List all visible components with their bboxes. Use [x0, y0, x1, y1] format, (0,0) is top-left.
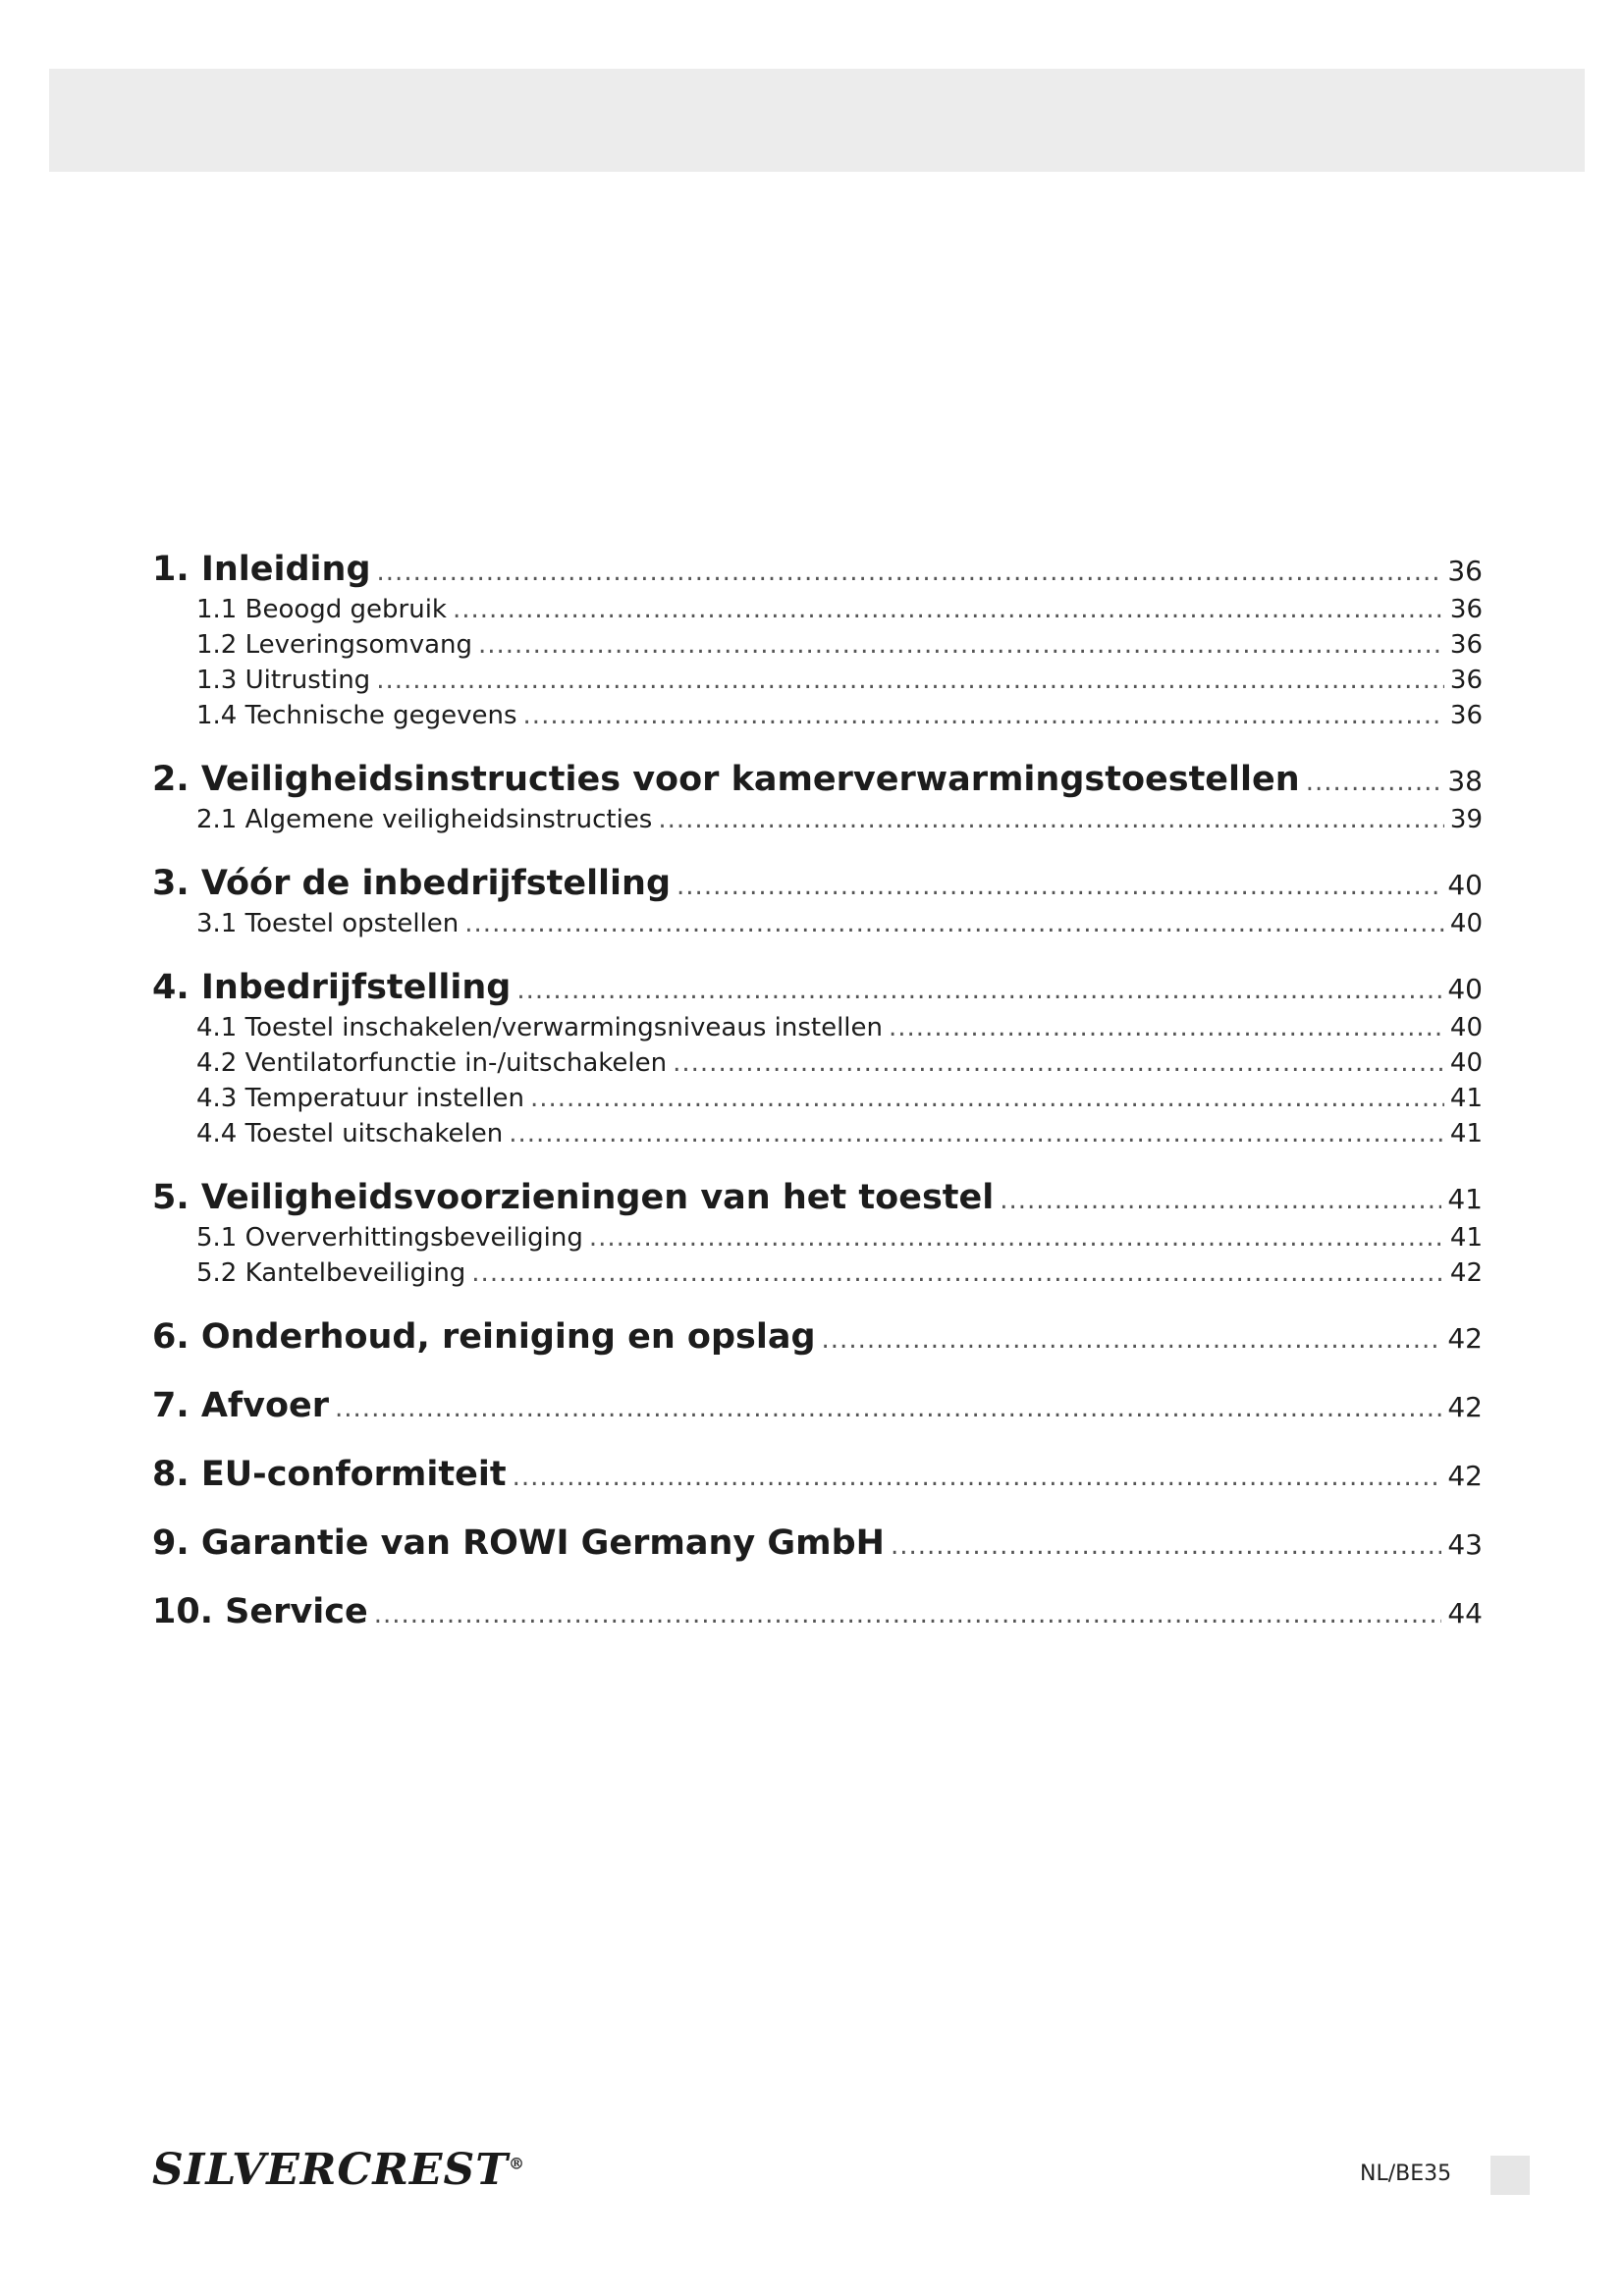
toc-entry[interactable] — [152, 666, 1483, 695]
toc-entry[interactable] — [152, 760, 1483, 799]
toc-entry[interactable] — [152, 864, 1483, 903]
toc-page: 40 — [1449, 909, 1483, 938]
toc-entry[interactable] — [152, 630, 1483, 660]
toc-leader — [335, 1394, 1441, 1423]
toc-title: 9. Garantie van ROWI Germany GmbH — [152, 1523, 885, 1563]
toc-leader — [374, 1600, 1442, 1629]
brand-name: SILVERCREST — [152, 2145, 509, 2195]
toc-title: 4.4 Toestel uitschakelen — [196, 1119, 504, 1148]
toc-title: 10. Service — [152, 1592, 368, 1631]
toc-leader — [509, 1119, 1444, 1148]
toc-title: 8. EU-conformiteit — [152, 1455, 507, 1494]
toc-entry[interactable] — [152, 805, 1483, 834]
toc-title: 1.2 Leveringsomvang — [196, 630, 472, 660]
toc-title: 4.3 Temperatuur instellen — [196, 1084, 524, 1113]
header-band — [49, 69, 1585, 172]
toc-leader — [376, 666, 1444, 695]
toc-page: 42 — [1447, 1322, 1483, 1355]
toc-entry[interactable] — [152, 1317, 1483, 1357]
toc-title: 5.1 Oververhittingsbeveiliging — [196, 1223, 583, 1253]
toc-page: 41 — [1449, 1223, 1483, 1253]
registered-mark: ® — [508, 2154, 525, 2173]
toc-title: 1.1 Beoogd gebruik — [196, 595, 447, 624]
toc-leader — [471, 1258, 1444, 1288]
toc-page: 41 — [1449, 1119, 1483, 1148]
toc-page: 40 — [1447, 973, 1483, 1005]
toc-leader — [516, 976, 1441, 1005]
toc-page: 36 — [1449, 701, 1483, 730]
toc-entry[interactable] — [152, 1258, 1483, 1288]
toc-page: 40 — [1449, 1048, 1483, 1078]
toc-leader — [523, 701, 1444, 730]
toc-entry[interactable] — [152, 1523, 1483, 1563]
toc-page: 39 — [1449, 805, 1483, 834]
toc-page: 40 — [1449, 1013, 1483, 1042]
brand-logo — [152, 2145, 525, 2195]
toc-entry[interactable] — [152, 968, 1483, 1007]
toc-page: 44 — [1447, 1597, 1483, 1629]
toc-title: 3.1 Toestel opstellen — [196, 909, 460, 938]
toc-entry[interactable] — [152, 1013, 1483, 1042]
toc-page: 38 — [1447, 765, 1483, 797]
toc-leader — [513, 1463, 1442, 1492]
toc-entry[interactable] — [152, 550, 1483, 589]
toc-entry[interactable] — [152, 1084, 1483, 1113]
toc-entry[interactable] — [152, 909, 1483, 938]
toc-title: 5. Veiligheidsvoorzieningen van het toestel — [152, 1178, 995, 1217]
toc-page: 42 — [1447, 1460, 1483, 1492]
toc-page: 40 — [1447, 869, 1483, 901]
toc-leader — [589, 1223, 1444, 1253]
toc-page: 36 — [1449, 630, 1483, 660]
toc-leader — [889, 1013, 1444, 1042]
toc-leader — [658, 805, 1444, 834]
toc-leader — [1000, 1186, 1441, 1215]
toc-leader — [677, 872, 1441, 901]
toc-leader — [673, 1048, 1444, 1078]
toc-page: 36 — [1447, 555, 1483, 587]
toc-title: 4. Inbedrijfstelling — [152, 968, 512, 1007]
toc-title: 1.4 Technische gegevens — [196, 701, 517, 730]
toc-title: 2. Veiligheidsinstructies voor kamerverwarmingstoestellen — [152, 760, 1300, 799]
toc-page: 36 — [1449, 666, 1483, 695]
toc-leader — [464, 909, 1444, 938]
toc-page: 42 — [1447, 1391, 1483, 1423]
toc-entry[interactable] — [152, 701, 1483, 730]
toc-leader — [1306, 768, 1442, 797]
toc-entry[interactable] — [152, 1119, 1483, 1148]
toc-entry[interactable] — [152, 1223, 1483, 1253]
toc-leader — [530, 1084, 1444, 1113]
toc-page: 41 — [1449, 1084, 1483, 1113]
toc-leader — [453, 595, 1444, 624]
toc-entry[interactable] — [152, 1455, 1483, 1494]
toc-title: 4.2 Ventilatorfunctie in-/uitschakelen — [196, 1048, 668, 1078]
table-of-contents — [152, 550, 1483, 1631]
toc-page: 42 — [1449, 1258, 1483, 1288]
toc-title: 4.1 Toestel inschakelen/verwarmingsniveaus instellen — [196, 1013, 883, 1042]
toc-leader — [891, 1531, 1441, 1561]
toc-title: 7. Afvoer — [152, 1386, 330, 1425]
toc-entry[interactable] — [152, 595, 1483, 624]
toc-entry[interactable] — [152, 1178, 1483, 1217]
toc-entry[interactable] — [152, 1048, 1483, 1078]
toc-leader — [377, 558, 1442, 587]
toc-title: 2.1 Algemene veiligheidsinstructies — [196, 805, 653, 834]
toc-leader — [478, 630, 1444, 660]
toc-entry[interactable] — [152, 1386, 1483, 1425]
toc-page: 36 — [1449, 595, 1483, 624]
toc-leader — [822, 1325, 1442, 1355]
toc-title: 1. Inleiding — [152, 550, 371, 589]
page-reference: NL/BE35 — [1360, 2162, 1452, 2186]
corner-marker — [1490, 2156, 1530, 2195]
toc-page: 43 — [1447, 1528, 1483, 1561]
toc-title: 3. Vóór de inbedrijfstelling — [152, 864, 672, 903]
toc-title: 5.2 Kantelbeveiliging — [196, 1258, 466, 1288]
toc-entry[interactable] — [152, 1592, 1483, 1631]
toc-title: 1.3 Uitrusting — [196, 666, 371, 695]
toc-title: 6. Onderhoud, reiniging en opslag — [152, 1317, 816, 1357]
toc-page: 41 — [1447, 1183, 1483, 1215]
